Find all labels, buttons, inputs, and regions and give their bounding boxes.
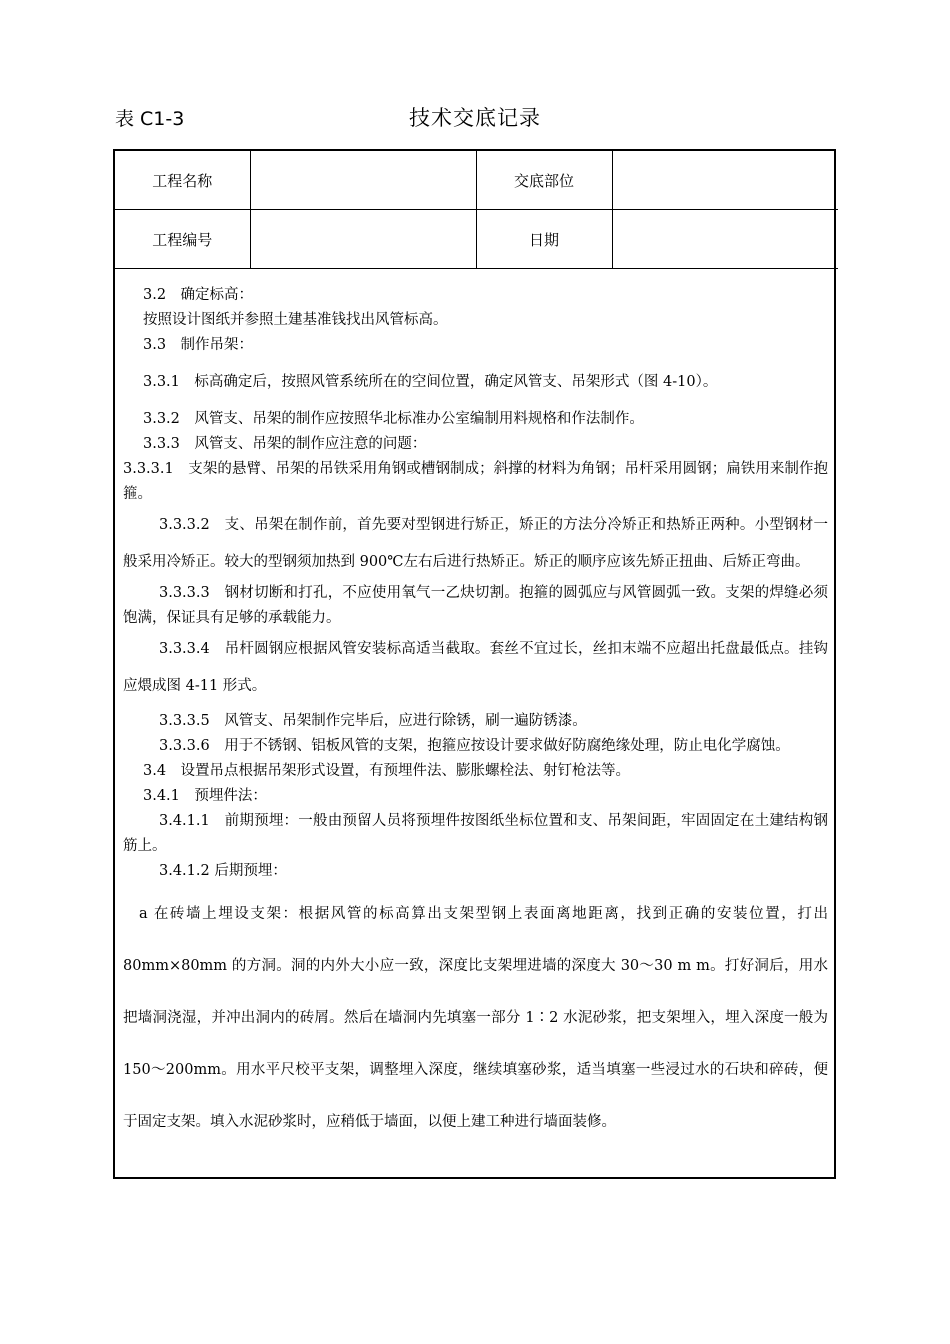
project-name-value[interactable] [250, 151, 476, 210]
para-3-3-2: 3.3.2 风管支、吊架的制作应按照华北标准办公室编制用料规格和作法制作。 [143, 411, 644, 427]
location-label: 交底部位 [476, 151, 612, 210]
page-title: 技术交底记录 [409, 106, 541, 130]
para-3-3: 3.3 制作吊架： [143, 337, 254, 353]
para-3-2-text: 按照设计图纸并参照土建基准钱找出风管标高。 [143, 312, 448, 328]
content-body [115, 269, 834, 1148]
info-table [115, 151, 838, 269]
para-brick-wall: a 在砖墙上埋设支架：根据风管的标高算出支架型钢上表面离地距离，找到正确的安装位置，打出 80mm×80mm 的方洞。洞的内外大小应一致，深度比支架埋进墙的深度大 30～30 m m。打好洞后，用水把墙洞浇湿，并冲出洞内的砖屑。然后在墙洞内先填塞一部分 1∶2 水泥砂浆，把支架埋入，埋入深度一般为 150～200mm。用水平尺校平支架，调整埋入深度，继续填塞砂浆，适当填塞一些浸过水的石块和碎砖，便于固定支架。填入水泥砂浆时，应稍低于墙面，以便上建工种进行墙面装修。 [123, 906, 828, 1130]
para-3-3-3: 3.3.3 风管支、吊架的制作应注意的问题： [143, 436, 427, 452]
form-number: 表 C1-3 [115, 108, 185, 130]
date-value[interactable] [612, 210, 838, 269]
para-3-3-3-4: 3.3.3.4 吊杆圆钢应根据风管安装标高适当截取。套丝不宜过长，丝扣末端不应超出托盘最低点。挂钩应煨成图 4-11 形式。 [123, 641, 828, 694]
para-3-2: 3.2 确定标高： [143, 287, 254, 303]
project-no-label: 工程编号 [115, 210, 250, 269]
para-3-4: 3.4 设置吊点根据吊架形式设置，有预埋件法、膨胀螺栓法、射钉枪法等。 [143, 763, 631, 779]
para-3-3-3-1: 3.3.3.1 支架的悬臂、吊架的吊铁采用角钢或槽钢制成；斜撑的材料为角钢；吊杆采用圆钢；扁铁用来制作抱箍。 [123, 461, 828, 502]
para-3-4-1-1: 3.4.1.1 前期预埋：一般由预留人员将预埋件按图纸坐标位置和支、吊架间距，牢固固定在土建结构钢筋上。 [123, 813, 828, 854]
info-row-2 [115, 210, 838, 269]
para-3-3-3-3: 3.3.3.3 钢材切断和打孔，不应使用氧气一乙炔切割。抱箍的圆弧应与风管圆弧一致。支架的焊缝必须饱满，保证具有足够的承载能力。 [123, 585, 828, 626]
para-3-3-3-5: 3.3.3.5 风管支、吊架制作完毕后，应进行除锈，刷一遍防锈漆。 [159, 713, 587, 729]
date-label: 日期 [476, 210, 612, 269]
info-row-1 [115, 151, 838, 210]
para-3-3-1: 3.3.1 标高确定后，按照风管系统所在的空间位置，确定风管支、吊架形式（图 4-10）。 [143, 374, 718, 390]
document-frame [113, 149, 836, 1179]
para-3-4-1-2: 3.4.1.2 后期预埋： [159, 863, 287, 879]
para-3-3-3-2: 3.3.3.2 支、吊架在制作前，首先要对型钢进行矫正，矫正的方法分冷矫正和热矫正两种。小型钢材一般采用冷矫正。较大的型钢须加热到 900℃左右后进行热矫正。矫正的顺序应该先矫正扭曲、后矫正弯曲。 [123, 517, 828, 570]
project-name-label: 工程名称 [115, 151, 250, 210]
para-3-3-3-6: 3.3.3.6 用于不锈钢、铝板风管的支架，抱箍应按设计要求做好防腐绝缘处理，防止电化学腐蚀。 [159, 738, 790, 754]
para-3-4-1: 3.4.1 预埋件法： [143, 788, 267, 804]
location-value[interactable] [612, 151, 838, 210]
project-no-value[interactable] [250, 210, 476, 269]
